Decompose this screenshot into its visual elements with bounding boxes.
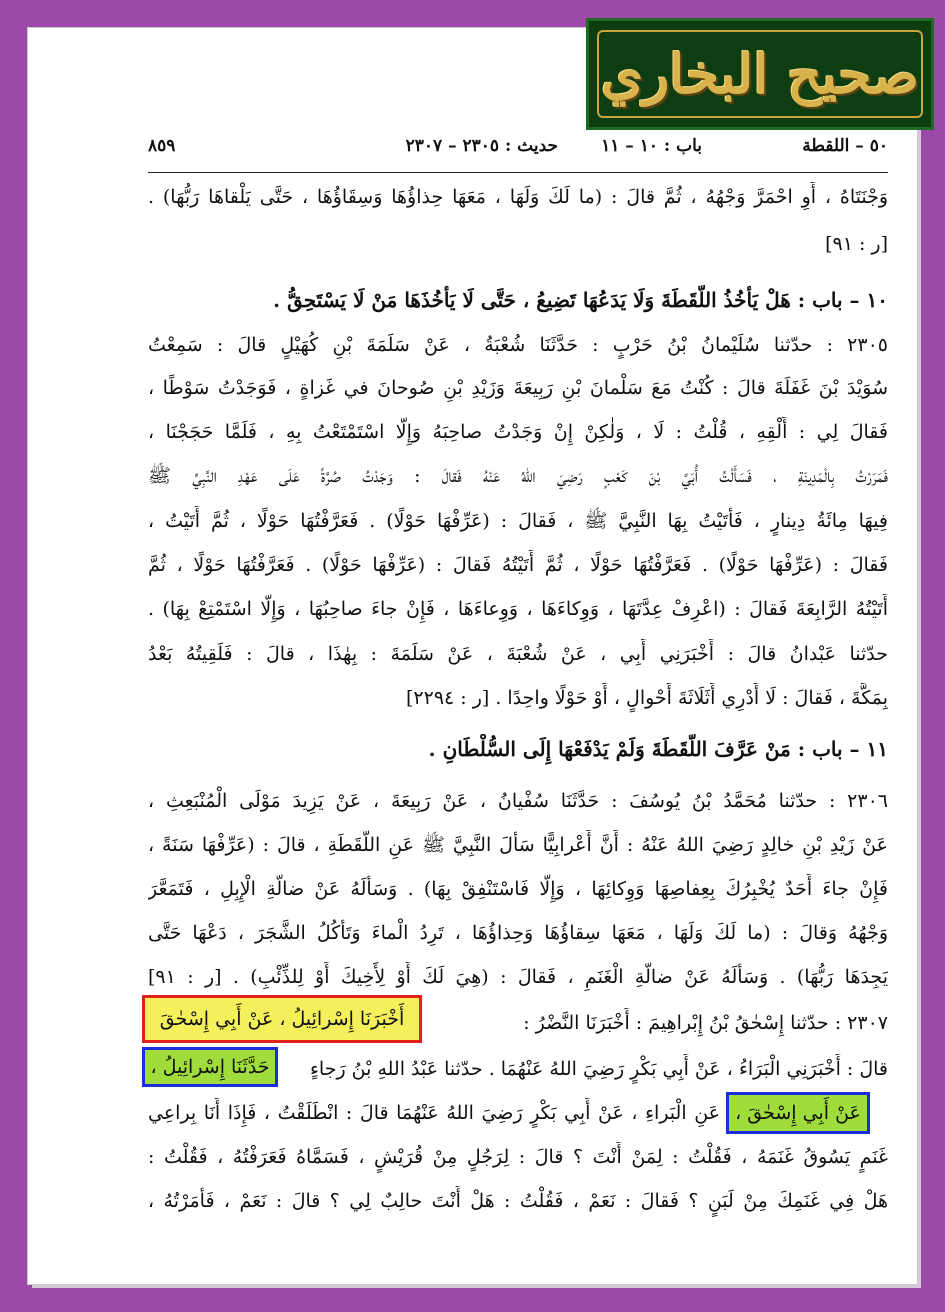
text-line: هَلْ فِي غَنَمِكَ مِنْ لَبَنٍ ؟ فَقالَ : نَعَمْ ، فَقُلْتُ : هَلْ أَنْتَ حالِبٌ لِي ؟ قالَ : نَعَمْ ، فَأَمَرْتُهُ ،: [148, 1190, 888, 1212]
hadith-range: حديث : ٢٣٠٥ – ٢٣٠٧: [405, 136, 558, 156]
text-line: يَجِدَهَا رَبُّهَا) . وَسَأَلَهُ عَنْ ضالَّةِ الْغَنَمِ ، فَقالَ : (هِيَ لَكَ أَوْ لِأَخِيكَ أَوْ لِلذِّئْبِ) . [ر : ٩١]: [148, 966, 888, 988]
text-line: فَمَرَرْتُ بِالْمَدِينَةِ ، فَسَأَلْتُ أُبَيَّ بْنَ كَعْبٍ رَضِيَ اللهُ عَنْهُ فَقالَ : وَجَدْتُ صُرَّةً عَلَى عَهْدِ النَّبِيِّ ﷺ: [148, 465, 888, 487]
running-header: [148, 136, 888, 164]
text-line: غَنَمٍ يَسُوقُ غَنَمَهُ ، فَقُلْتُ : لِمَنْ أَنْتَ ؟ قالَ : لِرَجُلٍ مِنْ قُرَيْشٍ ، فَسَمَّاهُ فَعَرَفْتُهُ ، فَقُلْتُ :: [148, 1146, 888, 1168]
highlight-blue: عَنْ أَبِي إِسْحٰقَ ،: [726, 1092, 870, 1134]
text-line: فِيهَا مِائَةُ دِينارٍ ، فَأَتَيْتُ بِهَا النَّبِيَّ ﷺ ، فَقالَ : (عَرِّفْهَا حَوْلًا) . فَعَرَّفْتُهَا حَوْلًا ، ثُمَّ أَتَيْتُ ،: [148, 510, 888, 532]
highlight-blue: حَدَّثَنَا إِسْرائِيلُ ،: [142, 1047, 278, 1087]
bab-11-title: ١١ – باب : مَنْ عَرَّفَ اللُّقَطَةَ وَلَمْ يَدْفَعْهَا إِلَى السُّلْطَانِ .: [428, 737, 888, 761]
bab-range: باب : ١٠ – ١١: [601, 136, 702, 156]
header-rule: [148, 172, 888, 173]
text-line: ٢٣٠٧ : حدّثنا إِسْحٰقُ بْنُ إِبْراهِيمَ : أَخْبَرَنَا النَّضْرُ :: [523, 1012, 888, 1034]
logo-text: صحيح البخاري: [600, 41, 920, 106]
text-line: عَنْ زَيْدِ بْنِ خالِدٍ رَضِيَ اللهُ عَنْهُ : أَنَّ أَعْرابِيًّا سَأَلَ النَّبِيَّ ﷺ عَنِ اللُّقَطَةِ ، قالَ : (عَرِّفْهَا سَنَةً ،: [148, 834, 888, 856]
text-line: وَجْهُهُ وَقالَ : (ما لَكَ وَلَهَا ، مَعَهَا سِقاؤُهَا وَحِذاؤُهَا ، تَرِدُ الْماءَ وَتَأْكُلُ الشَّجَرَ ، دَعْهَا حَتَّى: [148, 922, 888, 944]
text-line: قالَ : أَخْبَرَنِي الْبَرَاءُ ، عَنْ أَبِي بَكْرٍ رَضِيَ اللهُ عَنْهُمَا . حدّثنا عَبْدُ اللهِ بْنُ رَجاءٍ: [309, 1058, 888, 1080]
text-line: فَإِنْ جاءَ أَحَدٌ يُخْبِرُكَ بِعِفاصِهَا وَوِكائِهَا ، وَإِلَّا فَاسْتَنْفِقْ بِهَا) . وَسَأَلَهُ عَنْ ضالَّةِ الْإِبِلِ ، فَتَمَعَّرَ: [148, 878, 888, 900]
text-line: سُوَيْدَ بْنَ غَفَلَةَ قالَ : كُنْتُ مَعَ سَلْمانَ بْنِ رَبِيعَةَ وَزَيْدِ بْنِ صُوحانَ في غَزاةٍ ، فَوَجَدْتُ سَوْطًا ،: [148, 377, 888, 399]
text-line: أَتَيْتُهُ الرَّابِعَةَ فَقالَ : (اعْرِفْ عِدَّتَهَا ، وَوِكاءَهَا ، وَوِعاءَهَا ، فَإِنْ جاءَ صاحِبُهَا ، وَإِلَّا اسْتَمْتِعْ بِهَا) .: [148, 598, 888, 620]
text-line: حدّثنا عَبْدانُ قالَ : أَخْبَرَنِي أَبِي ، عَنْ شُعْبَةَ ، عَنْ سَلَمَةَ : بِهٰذَا ، قالَ : فَلَقِيتُهُ بَعْدُ: [148, 643, 888, 665]
reference: [ر : ٩١]: [825, 233, 888, 255]
text-line: وَجْنَتَاهُ ، أَوِ احْمَرَّ وَجْهُهُ ، ثُمَّ قالَ : (ما لَكَ وَلَهَا ، مَعَهَا حِذاؤُهَا وَسِقَاؤُهَا ، حَتَّى يَلْقاهَا رَبُّهَا) .: [148, 186, 888, 208]
sahih-bukhari-logo: [586, 18, 934, 130]
text-line: عَنِ الْبَراءِ ، عَنْ أَبِي بَكْرٍ رَضِيَ اللهُ عَنْهُمَا قالَ : انْطَلَقْتُ ، فَإِذَا أَنَا بِراعِي: [148, 1102, 720, 1124]
highlight-red: أَخْبَرَنَا إِسْرائِيلُ ، عَنْ أَبِي إِسْحٰقَ: [142, 995, 422, 1043]
text-line: ٢٣٠٦ : حدّثنا مُحَمَّدُ بْنُ يُوسُفَ : حَدَّثَنَا سُفْيانُ ، عَنْ رَبِيعَةَ ، عَنْ يَزِيدَ مَوْلَى الْمُنْبَعِثِ ،: [148, 790, 888, 812]
text-line: فَقالَ : (عَرِّفْهَا حَوْلًا) . فَعَرَّفْتُهَا حَوْلًا ، ثُمَّ أَتَيْتُهُ فَقالَ : (عَرِّفْهَا حَوْلًا) . فَعَرَّفْتُهَا حَوْلًا ، ثُمَّ: [148, 554, 888, 576]
page-number: ٨٥٩: [148, 136, 176, 156]
text-line: بِمَكَّةَ ، فَقالَ : لَا أَدْرِي أَثَلَاثَةَ أَحْوالٍ ، أَوْ حَوْلًا واحِدًا . [ر : ٢٢٩٤]: [405, 687, 888, 709]
text-line: فَقالَ لِي : أَلْقِهِ ، قُلْتُ : لَا ، وَلٰكِنْ إِنْ وَجَدْتُ صاحِبَهُ وَإِلَّا اسْتَمْتَعْتُ بِهِ ، فَلَمَّا حَجَجْنَا ،: [148, 421, 888, 443]
chapter-title: ٥٠ – اللقطة: [802, 136, 888, 156]
text-line: ٢٣٠٥ : حدّثنا سُلَيْمانُ بْنُ حَرْبٍ : حَدَّثَنَا شُعْبَةُ ، عَنْ سَلَمَةَ بْنِ كُهَيْلٍ قالَ : سَمِعْتُ: [148, 334, 888, 356]
bab-10-title: ١٠ – باب : هَلْ يَأْخُذُ اللُّقَطَةَ وَلَا يَدَعُهَا تَضِيعُ ، حَتَّى لَا يَأْخُذَهَا مَنْ لَا يَسْتَحِقُّ .: [273, 288, 888, 312]
